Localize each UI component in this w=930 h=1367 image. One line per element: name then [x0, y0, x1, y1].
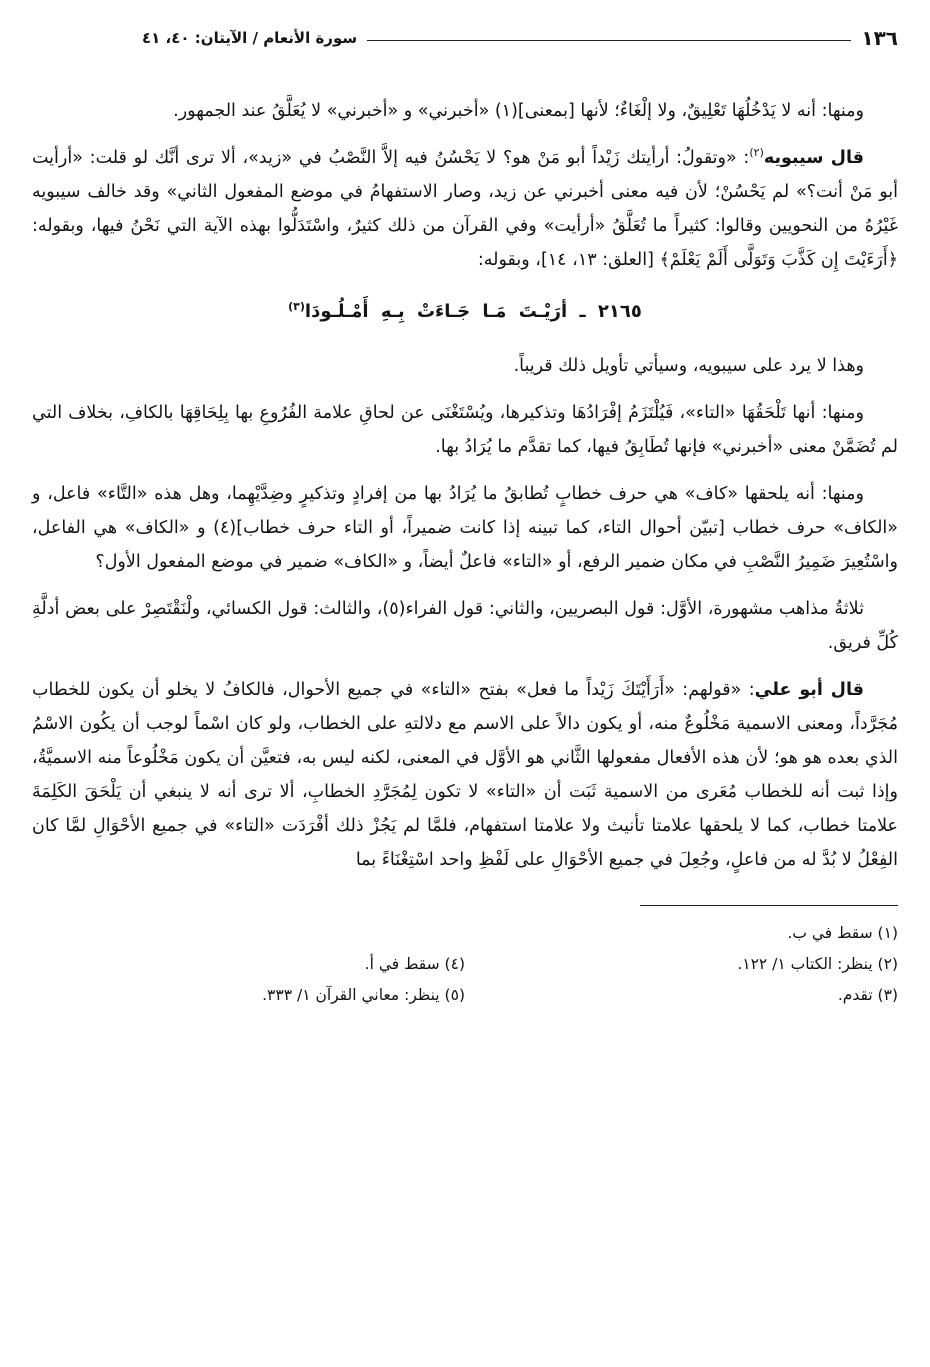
paragraph-3: وهذا لا يرد على سيبويه، وسيأتي تأويل ذلك قريباً. [513, 356, 864, 376]
header-rule [367, 40, 851, 41]
paragraph-6: ثلاثةُ مذاهب مشهورة، الأوَّل: قول البصريين، والثاني: قول الفراء(٥)، والثالث: قول الكسائي، ولْنَقْتَصِرْ على بعض أدلَّةِ كُلِّ فريق. [32, 599, 898, 653]
footnote-1: (١) سقط في ب. [787, 924, 898, 942]
page-number: ١٣٦ [861, 26, 898, 50]
paragraph-2 [32, 141, 898, 277]
footnote-3: (٣) تقدم. [837, 986, 898, 1004]
footnote-row-1 [32, 918, 898, 949]
footnote-empty [32, 918, 465, 949]
footnote-row-3 [32, 980, 898, 1011]
page-title: سورة الأنعام / الآيتان: ٤٠، ٤١ [142, 29, 358, 47]
speaker-name-sibawayh: قال سيبويه [763, 148, 864, 168]
footnote-ref-2: (٢) [749, 146, 764, 160]
footnote-4: (٤) سقط في أ. [364, 955, 465, 973]
body-text [32, 94, 898, 877]
paragraph-1: ومنها: أنه لا يَدْخُلُهَا تَعْلِيقٌ، ولا إلْغَاءٌ؛ لأنها [بمعنى](١) «أخبرني» و «أخبرني» لا يُعَلَّقُ عند الجمهور. [173, 101, 864, 121]
footnote-2: (٢) ينظر: الكتاب ١/ ١٢٢. [737, 955, 898, 973]
paragraph-4: ومنها: أنها تَلْحَقُهَا «التاء»، فَيُلْتَزَمُ إفْرَادُهَا وتذكيرها، ويُسْتَغْنَى عن لحاقِ علامة الفُرُوعِ بها بِلِحَاقِهَا بالكافِ، بخلاف التي لم تُضَمَّنْ معنى «أخبرني» فإنها تُطَابِقُ فيها، كما تقدَّم ما يُرَادُ بها. [32, 403, 898, 457]
poetry-text: ٢١٦٥ ـ أرَيْـتَ مَـا جَـاءَتْ بِـهِ أَمْـلُـودَا [304, 301, 642, 322]
footnotes [32, 905, 898, 1011]
speaker-name-abu-ali: قال أبو علي [754, 680, 864, 700]
paragraph-7 [32, 673, 898, 877]
paragraph-7-text: : «قولهم: «أَرَأَيْتَكَ زَيْداً ما فعل» بفتح «التاء» في جميع الأحوال، فالكافُ لا يخلو أن يكون للخطاب مُجَرَّداً، ومعنى الاسمية مَخْلُوعٌ منه، أو يكون دالاً على الاسم مع دلالتهِ على الخطاب، ولو كان اسْماً لوجب أن يكُون الاسْمُ الذي بعده هو هو؛ لأن هذه الأفعال مفعولها الثَّاني هو الأوَّل في المعنى، لكنه ليس به، فتعيَّن أن يكون مَخْلُوعاً منه الاسميَّةُ، وإذا ثبت أنه للخطاب مُعَرى من الاسمية ثَبَت أن «التاء» لا تكون لِمُجَرَّدِ الخطابِ، ألا ترى أنه لا ينبغي أن يَلْحَقَ الكَلِمَةَ علامتا خطاب، كما لا يلحقها علامتا تأنيث ولا علامتا استفهام، فلمَّا لم يَجُزْ ذلك أفْرَدَت «التاء» في جميع الأحْوَالِ لمَّا كان الفِعْلُ لا بُدَّ له من فاعلٍ، وجُعِلَ في جميع الأحْوَالِ على لَفْظِ واحد اسْتِغْنَاءً بما [32, 680, 898, 870]
paragraph-5: ومنها: أنه يلحقها «كاف» هي حرف خطابٍ تُطابقُ ما يُرَادُ بها من إفرادٍ وتذكيرٍ وضِدَّيْهِما، وهل هذه «التَّاء» فاعل، و «الكاف» حرف خطاب [تبيّن أحوال التاء، كما تبينه إذا كانت ضميراً، أو التاء حرف خطاب](٤) و «الكاف» هي الفاعل، واسْتُعِيرَ ضَمِيرُ النَّصْبِ في مكان ضمير الرفع، أو «التاء» فاعلٌ أيضاً، و «الكاف» ضمير في موضع المفعول الأول؟ [32, 484, 899, 572]
paragraph-2-text: : «وتقولُ: أرأيتك زَيْداً أبو مَنْ هو؟ لا يَحْسُنُ فيه إلاَّ النَّصْبُ في «زيد»، ألا ترى أنَّك لو قلت: «أرأيت أبو مَنْ أنت؟» لم يَحْسُنْ؛ لأن فيه معنى أخبرني عن زيد، وصار الاستفهامُ في موضع المفعول الثاني» وقد خالف سيبويه غَيْرُهُ من النحويين وقالوا: كثيراً ما تُعَلَّقُ «أرأيت» وفي القرآن من ذلك كثيرٌ، واسْتَدَلُّوا بهذه الآية التي نَحْنُ فيها، وبقوله: ﴿أَرَءَيْتَ إِن كَذَّبَ وَتَوَلَّى أَلَمْ يَعْلَمْ﴾ [العلق: ١٣، ١٤]، وبقوله: [32, 148, 898, 270]
poetry-line [32, 295, 898, 329]
footnote-row-2 [32, 949, 898, 980]
footnote-ref-3: (٣) [288, 300, 305, 313]
footnote-divider [640, 905, 898, 906]
footnote-5: (٥) ينظر: معاني القرآن ١/ ٣٣٣. [262, 986, 465, 1004]
page-header [32, 26, 898, 50]
